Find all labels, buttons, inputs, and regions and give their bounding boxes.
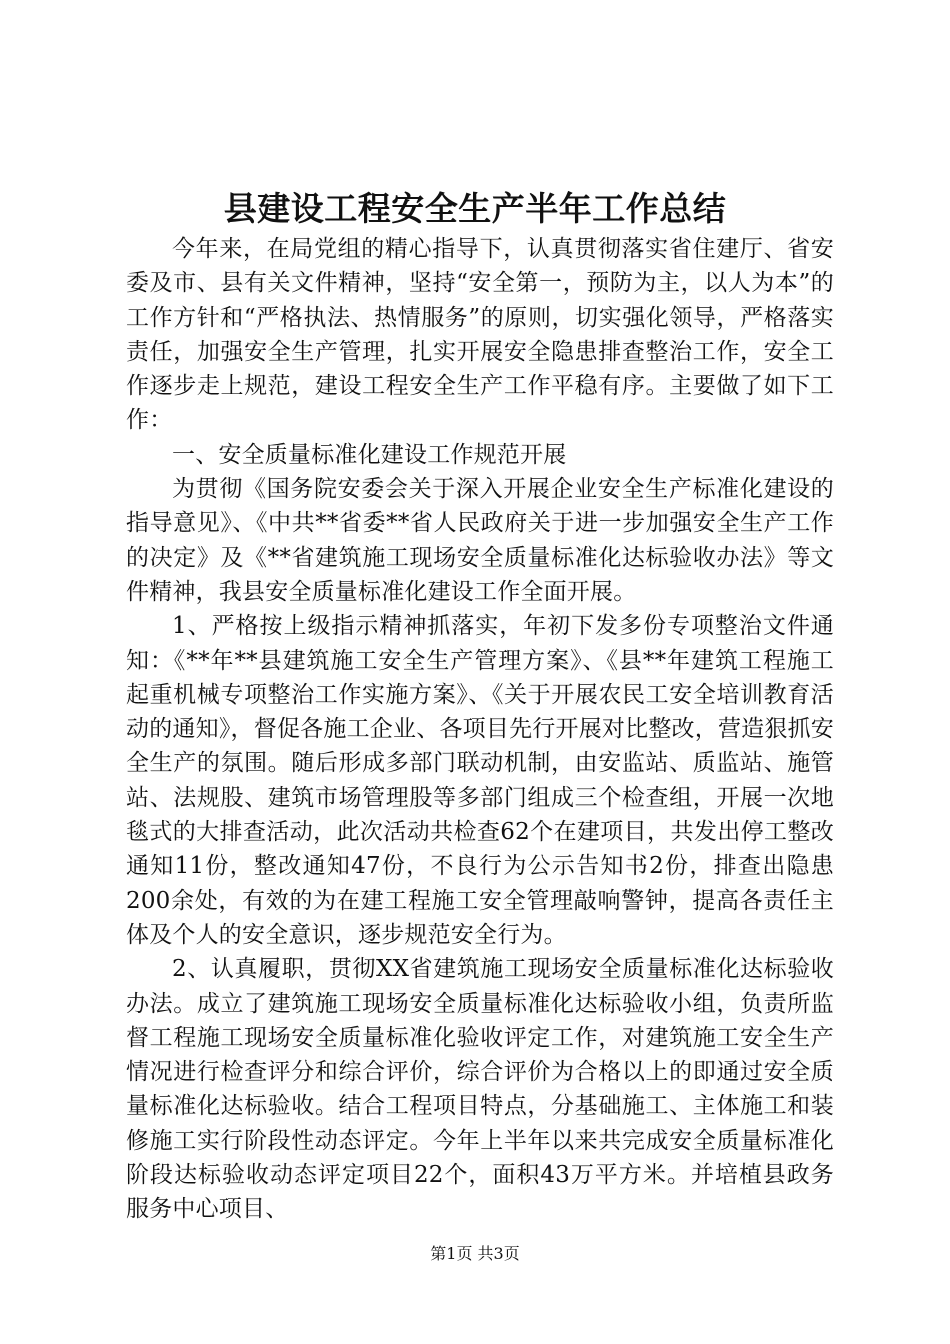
document-body bbox=[126, 232, 834, 1227]
paragraph-item-1: 1、严格按上级指示精神抓落实，年初下发多份专项整治文件通知：《**年**县建筑施工安全生产管理方案》、《县**年建筑工程施工起重机械专项整治工作实施方案》、《关于开展农民工安全培训教育活动的通知》，督促各施工企业、各项目先行开展对比整改，营造狠抓安全生产的氛围。随后形成多部门联动机制，由安监站、质监站、施管站、法规股、建筑市场管理股等多部门组成三个检查组，开展一次地毯式的大排查活动，此次活动共检查62个在建项目，共发出停工整改通知11份，整改通知47份，不良行为公示告知书2份，排查出隐患200余处，有效的为在建工程施工安全管理敲响警钟，提高各责任主体及个人的安全意识，逐步规范安全行为。 bbox=[126, 613, 834, 948]
paragraph-intro: 今年来，在局党组的精心指导下，认真贯彻落实省住建厅、省安委及市、县有关文件精神，坚持“安全第一，预防为主，以人为本”的工作方针和“严格执法、热情服务”的原则，切实强化领导，严格落实责任，加强安全生产管理，扎实开展安全隐患排查整治工作，安全工作逐步走上规范，建设工程安全生产工作平稳有序。主要做了如下工作： bbox=[126, 236, 834, 434]
document-title: 县建设工程安全生产半年工作总结 bbox=[223, 189, 727, 228]
section-heading-1: 一、安全质量标准化建设工作规范开展 bbox=[172, 441, 567, 468]
paragraph-item-2: 2、认真履职，贯彻XX省建筑施工现场安全质量标准化达标验收办法。成立了建筑施工现场安全质量标准化达标验收小组，负责所监督工程施工现场安全质量标准化验收评定工作，对建筑施工安全生产情况进行检查评分和综合评价，综合评价为合格以上的即通过安全质量标准化达标验收。结合工程项目特点，分基础施工、主体施工和装修施工实行阶段性动态评定。今年上半年以来共完成安全质量标准化阶段达标验收动态评定项目22个，面积43万平方米。并培植县政务服务中心项目、 bbox=[126, 956, 834, 1223]
paragraph-section-1: 为贯彻《国务院安委会关于深入开展企业安全生产标准化建设的指导意见》、《中共**省委**省人民政府关于进一步加强安全生产工作的决定》及《**省建筑施工现场安全质量标准化达标验收办法》等文件精神，我县安全质量标准化建设工作全面开展。 bbox=[126, 476, 834, 605]
page-footer: 第1页 共3页 bbox=[430, 1244, 520, 1263]
